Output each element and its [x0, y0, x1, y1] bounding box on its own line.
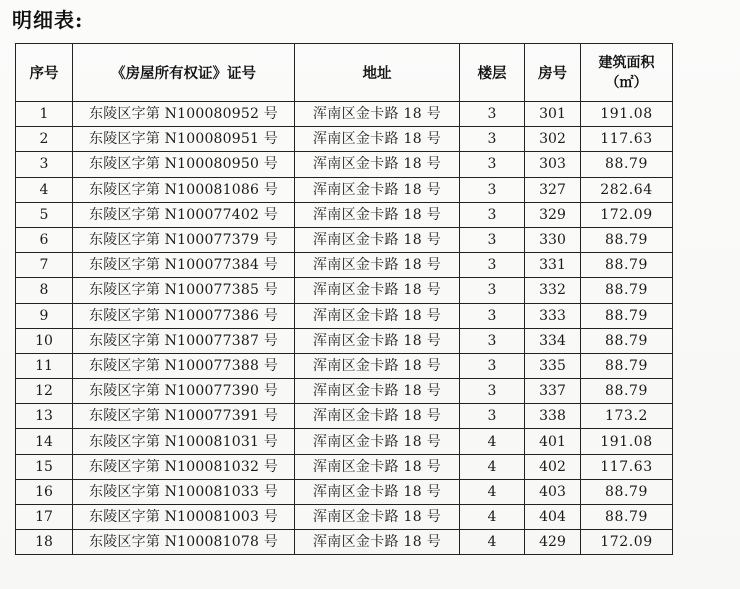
- cell-area: 173.2: [581, 404, 673, 429]
- table-row: [16, 152, 673, 177]
- cell-floor: 3: [460, 253, 525, 278]
- cell-room: 303: [525, 152, 581, 177]
- cell-seq: 15: [16, 454, 73, 479]
- cell-seq: 11: [16, 353, 73, 378]
- table-header-row: [16, 44, 673, 102]
- cell-cert-number: 东陵区字第 N100077385 号: [73, 278, 295, 303]
- cell-address: 浑南区金卡路 18 号: [295, 404, 460, 429]
- cell-address: 浑南区金卡路 18 号: [295, 202, 460, 227]
- table-row: [16, 227, 673, 252]
- header-cert: 《房屋所有权证》证号: [73, 44, 295, 102]
- cell-room: 332: [525, 278, 581, 303]
- cell-room: 327: [525, 177, 581, 202]
- cell-seq: 6: [16, 227, 73, 252]
- cell-floor: 3: [460, 404, 525, 429]
- cell-address: 浑南区金卡路 18 号: [295, 353, 460, 378]
- cell-address: 浑南区金卡路 18 号: [295, 127, 460, 152]
- cell-room: 335: [525, 353, 581, 378]
- cell-seq: 10: [16, 328, 73, 353]
- table-row: [16, 278, 673, 303]
- cell-seq: 5: [16, 202, 73, 227]
- cell-floor: 4: [460, 505, 525, 530]
- cell-address: 浑南区金卡路 18 号: [295, 303, 460, 328]
- header-area: [581, 44, 673, 102]
- cell-room: 331: [525, 253, 581, 278]
- cell-floor: 3: [460, 202, 525, 227]
- cell-cert-number: 东陵区字第 N100077390 号: [73, 379, 295, 404]
- cell-floor: 3: [460, 102, 525, 127]
- cell-seq: 8: [16, 278, 73, 303]
- cell-area: 88.79: [581, 379, 673, 404]
- cell-floor: 3: [460, 152, 525, 177]
- cell-area: 88.79: [581, 353, 673, 378]
- table-row: [16, 454, 673, 479]
- cell-area: 191.08: [581, 102, 673, 127]
- header-room: 房号: [525, 44, 581, 102]
- cell-area: 88.79: [581, 278, 673, 303]
- cell-address: 浑南区金卡路 18 号: [295, 429, 460, 454]
- cell-room: 301: [525, 102, 581, 127]
- cell-seq: 2: [16, 127, 73, 152]
- cell-address: 浑南区金卡路 18 号: [295, 454, 460, 479]
- header-area-line2: （㎡）: [605, 74, 648, 91]
- cell-address: 浑南区金卡路 18 号: [295, 278, 460, 303]
- cell-floor: 3: [460, 353, 525, 378]
- cell-seq: 14: [16, 429, 73, 454]
- table-row: [16, 479, 673, 504]
- cell-room: 333: [525, 303, 581, 328]
- cell-area: 88.79: [581, 152, 673, 177]
- cell-cert-number: 东陵区字第 N100080952 号: [73, 102, 295, 127]
- table-row: [16, 379, 673, 404]
- cell-address: 浑南区金卡路 18 号: [295, 102, 460, 127]
- cell-cert-number: 东陵区字第 N100081031 号: [73, 429, 295, 454]
- cell-address: 浑南区金卡路 18 号: [295, 227, 460, 252]
- cell-address: 浑南区金卡路 18 号: [295, 379, 460, 404]
- table-row: [16, 127, 673, 152]
- cell-room: 330: [525, 227, 581, 252]
- cell-area: 88.79: [581, 303, 673, 328]
- cell-cert-number: 东陵区字第 N100077402 号: [73, 202, 295, 227]
- header-address: 地址: [295, 44, 460, 102]
- cell-area: 88.79: [581, 505, 673, 530]
- cell-seq: 4: [16, 177, 73, 202]
- cell-address: 浑南区金卡路 18 号: [295, 328, 460, 353]
- cell-cert-number: 东陵区字第 N100081078 号: [73, 530, 295, 555]
- cell-room: 404: [525, 505, 581, 530]
- cell-address: 浑南区金卡路 18 号: [295, 177, 460, 202]
- cell-cert-number: 东陵区字第 N100081086 号: [73, 177, 295, 202]
- cell-floor: 4: [460, 479, 525, 504]
- document-title: 明细表:: [12, 8, 84, 32]
- cell-cert-number: 东陵区字第 N100077379 号: [73, 227, 295, 252]
- cell-floor: 4: [460, 530, 525, 555]
- header-seq: 序号: [16, 44, 73, 102]
- cell-floor: 3: [460, 227, 525, 252]
- cell-cert-number: 东陵区字第 N100081032 号: [73, 454, 295, 479]
- cell-address: 浑南区金卡路 18 号: [295, 152, 460, 177]
- cell-room: 329: [525, 202, 581, 227]
- cell-cert-number: 东陵区字第 N100080950 号: [73, 152, 295, 177]
- cell-floor: 3: [460, 177, 525, 202]
- cell-area: 172.09: [581, 530, 673, 555]
- cell-area: 88.79: [581, 227, 673, 252]
- cell-cert-number: 东陵区字第 N100080951 号: [73, 127, 295, 152]
- table-row: [16, 353, 673, 378]
- cell-room: 338: [525, 404, 581, 429]
- cell-room: 334: [525, 328, 581, 353]
- cell-area: 282.64: [581, 177, 673, 202]
- cell-cert-number: 东陵区字第 N100077388 号: [73, 353, 295, 378]
- cell-room: 429: [525, 530, 581, 555]
- table-row: [16, 530, 673, 555]
- cell-floor: 3: [460, 303, 525, 328]
- cell-area: 88.79: [581, 479, 673, 504]
- cell-area: 117.63: [581, 454, 673, 479]
- cell-cert-number: 东陵区字第 N100077386 号: [73, 303, 295, 328]
- cell-floor: 3: [460, 127, 525, 152]
- cell-room: 302: [525, 127, 581, 152]
- cell-seq: 9: [16, 303, 73, 328]
- table-row: [16, 253, 673, 278]
- cell-seq: 13: [16, 404, 73, 429]
- table-body: [16, 102, 673, 555]
- cell-seq: 16: [16, 479, 73, 504]
- header-floor: 楼层: [460, 44, 525, 102]
- cell-seq: 17: [16, 505, 73, 530]
- cell-area: 117.63: [581, 127, 673, 152]
- cell-area: 172.09: [581, 202, 673, 227]
- cell-floor: 3: [460, 328, 525, 353]
- cell-room: 402: [525, 454, 581, 479]
- cell-seq: 12: [16, 379, 73, 404]
- cell-floor: 4: [460, 429, 525, 454]
- cell-seq: 3: [16, 152, 73, 177]
- cell-area: 88.79: [581, 253, 673, 278]
- table-row: [16, 505, 673, 530]
- cell-address: 浑南区金卡路 18 号: [295, 253, 460, 278]
- cell-room: 337: [525, 379, 581, 404]
- cell-floor: 4: [460, 454, 525, 479]
- cell-seq: 7: [16, 253, 73, 278]
- cell-seq: 1: [16, 102, 73, 127]
- cell-address: 浑南区金卡路 18 号: [295, 479, 460, 504]
- cell-area: 191.08: [581, 429, 673, 454]
- cell-floor: 3: [460, 278, 525, 303]
- cell-room: 403: [525, 479, 581, 504]
- cell-cert-number: 东陵区字第 N100077391 号: [73, 404, 295, 429]
- cell-cert-number: 东陵区字第 N100077384 号: [73, 253, 295, 278]
- cell-seq: 18: [16, 530, 73, 555]
- table-row: [16, 202, 673, 227]
- cell-cert-number: 东陵区字第 N100081003 号: [73, 505, 295, 530]
- cell-cert-number: 东陵区字第 N100077387 号: [73, 328, 295, 353]
- table-row: [16, 177, 673, 202]
- detail-table: [15, 43, 673, 555]
- table-row: [16, 328, 673, 353]
- cell-room: 401: [525, 429, 581, 454]
- cell-address: 浑南区金卡路 18 号: [295, 505, 460, 530]
- table-row: [16, 404, 673, 429]
- header-area-line1: 建筑面积: [598, 54, 655, 71]
- table-row: [16, 429, 673, 454]
- table-row: [16, 102, 673, 127]
- cell-area: 88.79: [581, 328, 673, 353]
- table-row: [16, 303, 673, 328]
- cell-address: 浑南区金卡路 18 号: [295, 530, 460, 555]
- cell-cert-number: 东陵区字第 N100081033 号: [73, 479, 295, 504]
- cell-floor: 3: [460, 379, 525, 404]
